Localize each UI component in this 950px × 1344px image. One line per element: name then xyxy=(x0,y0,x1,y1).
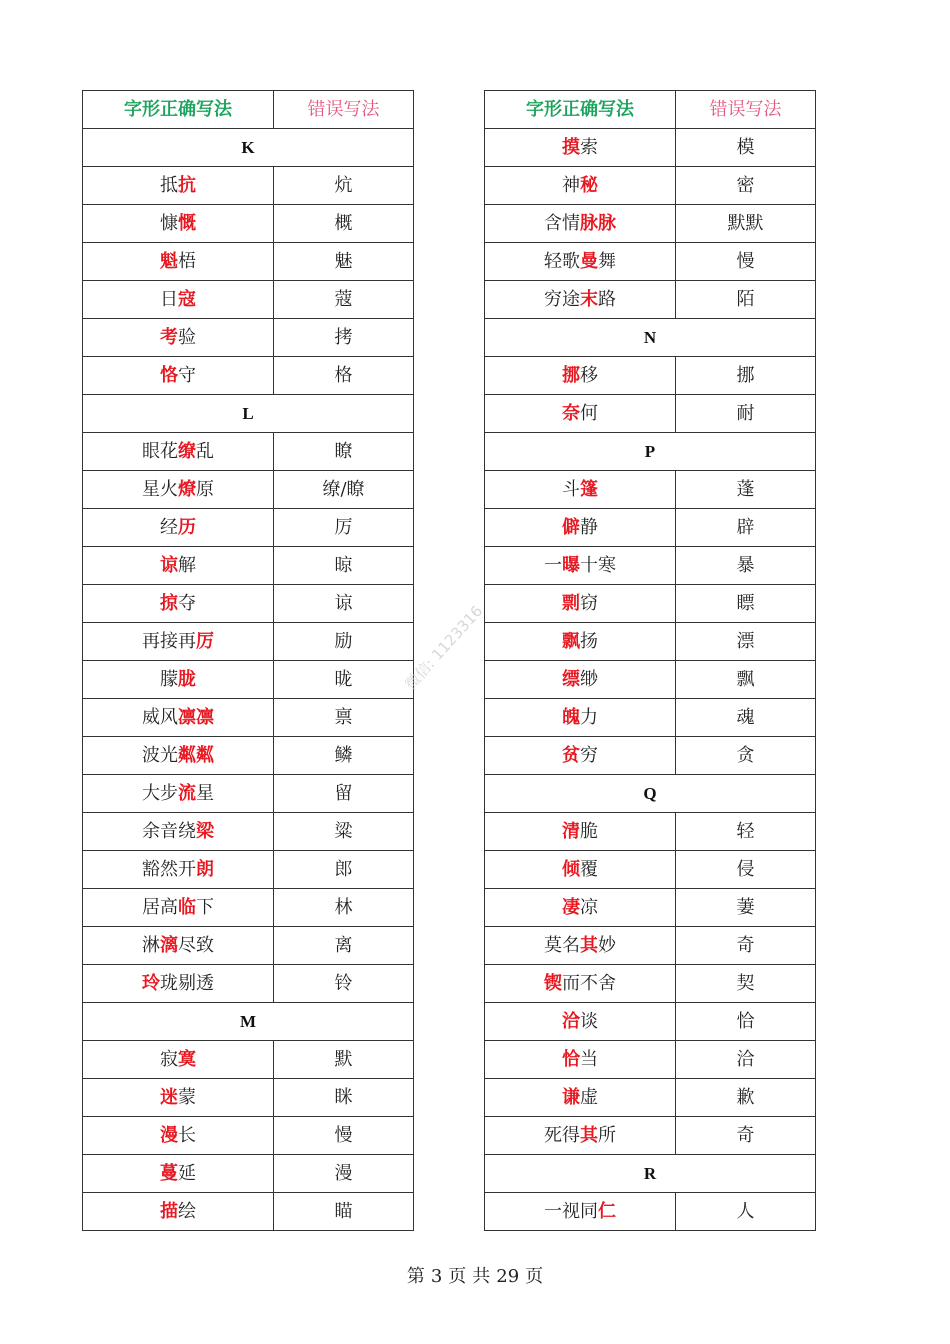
correct-word xyxy=(485,851,676,889)
highlighted-char: 曼 xyxy=(580,250,598,272)
correct-word xyxy=(485,585,676,623)
correct-word xyxy=(83,813,274,851)
highlighted-char: 脉脉 xyxy=(580,212,616,234)
word-row xyxy=(485,661,816,699)
wrong-word: 魅 xyxy=(274,243,414,281)
word-part: 解 xyxy=(178,554,196,576)
correct-word xyxy=(83,1041,274,1079)
word-row xyxy=(83,471,414,509)
highlighted-char: 蔓 xyxy=(160,1162,178,1184)
word-part: 珑剔透 xyxy=(160,972,214,994)
wrong-word: 默 xyxy=(274,1041,414,1079)
highlighted-char: 粼粼 xyxy=(178,744,214,766)
correct-word xyxy=(485,1003,676,1041)
wrong-word: 蓬 xyxy=(676,471,816,509)
wrong-word: 飘 xyxy=(676,661,816,699)
highlighted-char: 凛凛 xyxy=(178,706,214,728)
word-row xyxy=(83,167,414,205)
word-row xyxy=(83,851,414,889)
correct-word xyxy=(485,623,676,661)
correct-word xyxy=(83,1079,274,1117)
wrong-word: 慢 xyxy=(274,1117,414,1155)
wrong-word: 辟 xyxy=(676,509,816,547)
highlighted-char: 历 xyxy=(178,516,196,538)
highlighted-char: 漫 xyxy=(160,1124,178,1146)
highlighted-char: 凄 xyxy=(562,896,580,918)
wrong-word: 拷 xyxy=(274,319,414,357)
section-row xyxy=(485,1155,816,1193)
word-row xyxy=(485,1003,816,1041)
word-row xyxy=(485,395,816,433)
correct-word xyxy=(83,585,274,623)
word-part: 虚 xyxy=(580,1086,598,1108)
section-row xyxy=(485,775,816,813)
wrong-word: 洽 xyxy=(676,1041,816,1079)
wrong-word: 留 xyxy=(274,775,414,813)
wrong-word: 漂 xyxy=(676,623,816,661)
header-row xyxy=(485,91,816,129)
word-part: 长 xyxy=(178,1124,196,1146)
wrong-word: 奇 xyxy=(676,1117,816,1155)
word-row xyxy=(485,471,816,509)
footer-prefix: 第 xyxy=(406,1266,425,1287)
correct-word xyxy=(83,243,274,281)
correct-word xyxy=(485,395,676,433)
word-part: 死得 xyxy=(544,1124,580,1146)
word-row xyxy=(83,1117,414,1155)
section-row xyxy=(83,129,414,167)
correct-word xyxy=(83,1193,274,1231)
wrong-word: 郎 xyxy=(274,851,414,889)
word-row xyxy=(485,281,816,319)
highlighted-char: 恪 xyxy=(160,364,178,386)
wrong-word: 粱 xyxy=(274,813,414,851)
word-row xyxy=(485,243,816,281)
wrong-word: 挪 xyxy=(676,357,816,395)
word-part: 凉 xyxy=(580,896,598,918)
header-correct: 字形正确写法 xyxy=(83,91,274,129)
section-row xyxy=(83,395,414,433)
word-row xyxy=(83,585,414,623)
correct-word xyxy=(83,205,274,243)
highlighted-char: 恰 xyxy=(562,1048,580,1070)
correct-word xyxy=(485,927,676,965)
word-row xyxy=(485,737,816,775)
highlighted-char: 末 xyxy=(580,288,598,310)
footer-suffix: 页 xyxy=(525,1266,544,1287)
word-part: 尽致 xyxy=(178,934,214,956)
highlighted-char: 漓 xyxy=(160,934,178,956)
word-row xyxy=(83,661,414,699)
word-part: 威风 xyxy=(142,706,178,728)
wrong-word: 昽 xyxy=(274,661,414,699)
wrong-word: 瞭 xyxy=(274,433,414,471)
word-row xyxy=(83,509,414,547)
word-part: 夺 xyxy=(178,592,196,614)
word-row xyxy=(83,813,414,851)
header-wrong: 错误写法 xyxy=(274,91,414,129)
word-row xyxy=(485,509,816,547)
word-part: 舞 xyxy=(598,250,616,272)
header-wrong: 错误写法 xyxy=(676,91,816,129)
word-row xyxy=(485,1079,816,1117)
wrong-word: 贪 xyxy=(676,737,816,775)
highlighted-char: 缥 xyxy=(562,668,580,690)
section-row xyxy=(83,1003,414,1041)
wrong-word: 模 xyxy=(676,129,816,167)
wrong-word: 暴 xyxy=(676,547,816,585)
highlighted-char: 抗 xyxy=(178,174,196,196)
word-part: 窃 xyxy=(580,592,598,614)
word-row xyxy=(83,775,414,813)
correct-word xyxy=(485,1117,676,1155)
word-part: 一视同 xyxy=(544,1200,598,1222)
highlighted-char: 燎 xyxy=(178,478,196,500)
word-row xyxy=(83,1041,414,1079)
word-part: 波光 xyxy=(142,744,178,766)
section-letter: M xyxy=(83,1003,414,1041)
correct-word xyxy=(485,471,676,509)
highlighted-char: 厉 xyxy=(196,630,214,652)
correct-word xyxy=(83,281,274,319)
correct-word xyxy=(485,547,676,585)
word-row xyxy=(83,281,414,319)
word-row xyxy=(83,319,414,357)
highlighted-char: 谦 xyxy=(562,1086,580,1108)
correct-word xyxy=(485,167,676,205)
word-part: 所 xyxy=(598,1124,616,1146)
word-part: 余音绕 xyxy=(142,820,196,842)
word-row xyxy=(83,357,414,395)
word-row xyxy=(83,965,414,1003)
footer-page-number: 3 xyxy=(430,1266,443,1287)
highlighted-char: 缭 xyxy=(178,440,196,462)
wrong-word: 蔻 xyxy=(274,281,414,319)
highlighted-char: 流 xyxy=(178,782,196,804)
highlighted-char: 洽 xyxy=(562,1010,580,1032)
correct-word xyxy=(485,965,676,1003)
correct-word xyxy=(83,1155,274,1193)
word-part: 大步 xyxy=(142,782,178,804)
wrong-word: 林 xyxy=(274,889,414,927)
correct-word xyxy=(485,1193,676,1231)
correct-word xyxy=(485,243,676,281)
wrong-word: 魂 xyxy=(676,699,816,737)
word-part: 梧 xyxy=(178,250,196,272)
word-row xyxy=(485,547,816,585)
wrong-word: 恰 xyxy=(676,1003,816,1041)
word-part: 静 xyxy=(580,516,598,538)
word-row xyxy=(485,1041,816,1079)
word-row xyxy=(83,1079,414,1117)
highlighted-char: 清 xyxy=(562,820,580,842)
correct-word xyxy=(485,889,676,927)
wrong-word: 厉 xyxy=(274,509,414,547)
word-row xyxy=(83,1193,414,1231)
correct-word xyxy=(83,319,274,357)
highlighted-char: 掠 xyxy=(160,592,178,614)
header-row xyxy=(83,91,414,129)
word-row xyxy=(83,1155,414,1193)
word-row xyxy=(83,623,414,661)
footer-total-pages: 29 xyxy=(496,1266,520,1287)
section-letter: L xyxy=(83,395,414,433)
word-part: 何 xyxy=(580,402,598,424)
highlighted-char: 飘 xyxy=(562,630,580,652)
word-row xyxy=(485,927,816,965)
word-part: 绘 xyxy=(178,1200,196,1222)
correct-word xyxy=(485,661,676,699)
word-row xyxy=(83,737,414,775)
word-row xyxy=(485,167,816,205)
wrong-word: 慢 xyxy=(676,243,816,281)
section-letter: K xyxy=(83,129,414,167)
highlighted-char: 考 xyxy=(160,326,178,348)
section-letter: Q xyxy=(485,775,816,813)
highlighted-char: 锲 xyxy=(544,972,562,994)
word-part: 延 xyxy=(178,1162,196,1184)
word-part: 谈 xyxy=(580,1010,598,1032)
correct-word xyxy=(83,471,274,509)
word-part: 十寒 xyxy=(580,554,616,576)
section-letter: R xyxy=(485,1155,816,1193)
correct-word xyxy=(83,927,274,965)
page-footer xyxy=(0,1262,950,1288)
word-row xyxy=(485,1117,816,1155)
correct-word xyxy=(485,281,676,319)
word-part: 覆 xyxy=(580,858,598,880)
word-part: 眼花 xyxy=(142,440,178,462)
correct-word xyxy=(83,965,274,1003)
word-row xyxy=(83,547,414,585)
wrong-word: 轻 xyxy=(676,813,816,851)
highlighted-char: 曝 xyxy=(562,554,580,576)
correct-word xyxy=(83,699,274,737)
word-part: 星火 xyxy=(142,478,178,500)
footer-total-label: 共 xyxy=(472,1266,491,1287)
highlighted-char: 谅 xyxy=(160,554,178,576)
highlighted-char: 篷 xyxy=(580,478,598,500)
section-letter: N xyxy=(485,319,816,357)
watermark: 微信: 1123316 xyxy=(401,602,487,694)
highlighted-char: 其 xyxy=(580,934,598,956)
section-row xyxy=(485,319,816,357)
wrong-word: 晾 xyxy=(274,547,414,585)
wrong-word: 陌 xyxy=(676,281,816,319)
highlighted-char: 慨 xyxy=(178,212,196,234)
word-part: 抵 xyxy=(160,174,178,196)
word-part: 穷 xyxy=(580,744,598,766)
wrong-word: 人 xyxy=(676,1193,816,1231)
highlighted-char: 仁 xyxy=(598,1200,616,1222)
highlighted-char: 僻 xyxy=(562,516,580,538)
highlighted-char: 寇 xyxy=(178,288,196,310)
word-part: 扬 xyxy=(580,630,598,652)
left-word-table xyxy=(82,90,414,1231)
wrong-word: 炕 xyxy=(274,167,414,205)
highlighted-char: 胧 xyxy=(178,668,196,690)
word-part: 缈 xyxy=(580,668,598,690)
word-part: 星 xyxy=(196,782,214,804)
section-letter: P xyxy=(485,433,816,471)
correct-word xyxy=(485,1079,676,1117)
correct-word xyxy=(83,167,274,205)
word-part: 妙 xyxy=(598,934,616,956)
highlighted-char: 玲 xyxy=(142,972,160,994)
word-part: 下 xyxy=(196,896,214,918)
word-row xyxy=(485,889,816,927)
right-word-table xyxy=(484,90,816,1231)
word-part: 寂 xyxy=(160,1048,178,1070)
word-part: 验 xyxy=(178,326,196,348)
correct-word xyxy=(485,1041,676,1079)
wrong-word: 眯 xyxy=(274,1079,414,1117)
word-row xyxy=(485,1193,816,1231)
highlighted-char: 剽 xyxy=(562,592,580,614)
correct-word xyxy=(485,357,676,395)
footer-page-label: 页 xyxy=(448,1266,467,1287)
word-part: 斗 xyxy=(562,478,580,500)
wrong-word: 契 xyxy=(676,965,816,1003)
word-part: 原 xyxy=(196,478,214,500)
word-part: 脆 xyxy=(580,820,598,842)
word-part: 而不舍 xyxy=(562,972,616,994)
word-row xyxy=(83,433,414,471)
word-part: 一 xyxy=(544,554,562,576)
correct-word xyxy=(83,775,274,813)
word-part: 路 xyxy=(598,288,616,310)
word-part: 经 xyxy=(160,516,178,538)
correct-word xyxy=(83,623,274,661)
wrong-word: 概 xyxy=(274,205,414,243)
word-part: 索 xyxy=(580,136,598,158)
word-part: 蒙 xyxy=(178,1086,196,1108)
word-part: 移 xyxy=(580,364,598,386)
word-row xyxy=(83,889,414,927)
highlighted-char: 贫 xyxy=(562,744,580,766)
highlighted-char: 挪 xyxy=(562,364,580,386)
highlighted-char: 朗 xyxy=(196,858,214,880)
correct-word xyxy=(83,547,274,585)
wrong-word: 瞟 xyxy=(676,585,816,623)
wrong-word: 谅 xyxy=(274,585,414,623)
word-part: 轻歌 xyxy=(544,250,580,272)
correct-word xyxy=(83,889,274,927)
correct-word xyxy=(485,737,676,775)
highlighted-char: 奈 xyxy=(562,402,580,424)
correct-word xyxy=(485,205,676,243)
correct-word xyxy=(485,699,676,737)
highlighted-char: 摸 xyxy=(562,136,580,158)
word-row xyxy=(83,243,414,281)
word-part: 慷 xyxy=(160,212,178,234)
word-row xyxy=(485,205,816,243)
highlighted-char: 描 xyxy=(160,1200,178,1222)
correct-word xyxy=(485,509,676,547)
correct-word xyxy=(83,661,274,699)
word-row xyxy=(485,851,816,889)
wrong-word: 鳞 xyxy=(274,737,414,775)
word-part: 居高 xyxy=(142,896,178,918)
highlighted-char: 梁 xyxy=(196,820,214,842)
correct-word xyxy=(485,813,676,851)
wrong-word: 漫 xyxy=(274,1155,414,1193)
wrong-word: 默默 xyxy=(676,205,816,243)
word-row xyxy=(485,129,816,167)
word-row xyxy=(485,357,816,395)
highlighted-char: 寞 xyxy=(178,1048,196,1070)
wrong-word: 萋 xyxy=(676,889,816,927)
word-part: 力 xyxy=(580,706,598,728)
word-row xyxy=(83,699,414,737)
wrong-word: 缭/瞭 xyxy=(274,471,414,509)
correct-word xyxy=(83,1117,274,1155)
word-part: 守 xyxy=(178,364,196,386)
word-part: 神 xyxy=(562,174,580,196)
correct-word xyxy=(83,737,274,775)
highlighted-char: 秘 xyxy=(580,174,598,196)
correct-word xyxy=(83,851,274,889)
correct-word xyxy=(485,129,676,167)
header-correct: 字形正确写法 xyxy=(485,91,676,129)
highlighted-char: 魄 xyxy=(562,706,580,728)
wrong-word: 奇 xyxy=(676,927,816,965)
word-row xyxy=(485,965,816,1003)
wrong-word: 铃 xyxy=(274,965,414,1003)
word-part: 淋 xyxy=(142,934,160,956)
word-part: 再接再 xyxy=(142,630,196,652)
wrong-word: 瞄 xyxy=(274,1193,414,1231)
wrong-word: 侵 xyxy=(676,851,816,889)
word-part: 日 xyxy=(160,288,178,310)
word-part: 穷途 xyxy=(544,288,580,310)
word-part: 朦 xyxy=(160,668,178,690)
highlighted-char: 魁 xyxy=(160,250,178,272)
wrong-word: 歉 xyxy=(676,1079,816,1117)
word-part: 乱 xyxy=(196,440,214,462)
wrong-word: 格 xyxy=(274,357,414,395)
word-row xyxy=(83,205,414,243)
highlighted-char: 迷 xyxy=(160,1086,178,1108)
wrong-word: 密 xyxy=(676,167,816,205)
word-part: 含情 xyxy=(544,212,580,234)
wrong-word: 耐 xyxy=(676,395,816,433)
wrong-word: 禀 xyxy=(274,699,414,737)
word-part: 豁然开 xyxy=(142,858,196,880)
highlighted-char: 临 xyxy=(178,896,196,918)
highlighted-char: 倾 xyxy=(562,858,580,880)
word-row xyxy=(485,699,816,737)
word-row xyxy=(83,927,414,965)
section-row xyxy=(485,433,816,471)
word-row xyxy=(485,623,816,661)
correct-word xyxy=(83,509,274,547)
correct-word xyxy=(83,433,274,471)
word-part: 莫名 xyxy=(544,934,580,956)
word-part: 当 xyxy=(580,1048,598,1070)
correct-word xyxy=(83,357,274,395)
word-row xyxy=(485,813,816,851)
word-row xyxy=(485,585,816,623)
highlighted-char: 其 xyxy=(580,1124,598,1146)
wrong-word: 离 xyxy=(274,927,414,965)
wrong-word: 励 xyxy=(274,623,414,661)
